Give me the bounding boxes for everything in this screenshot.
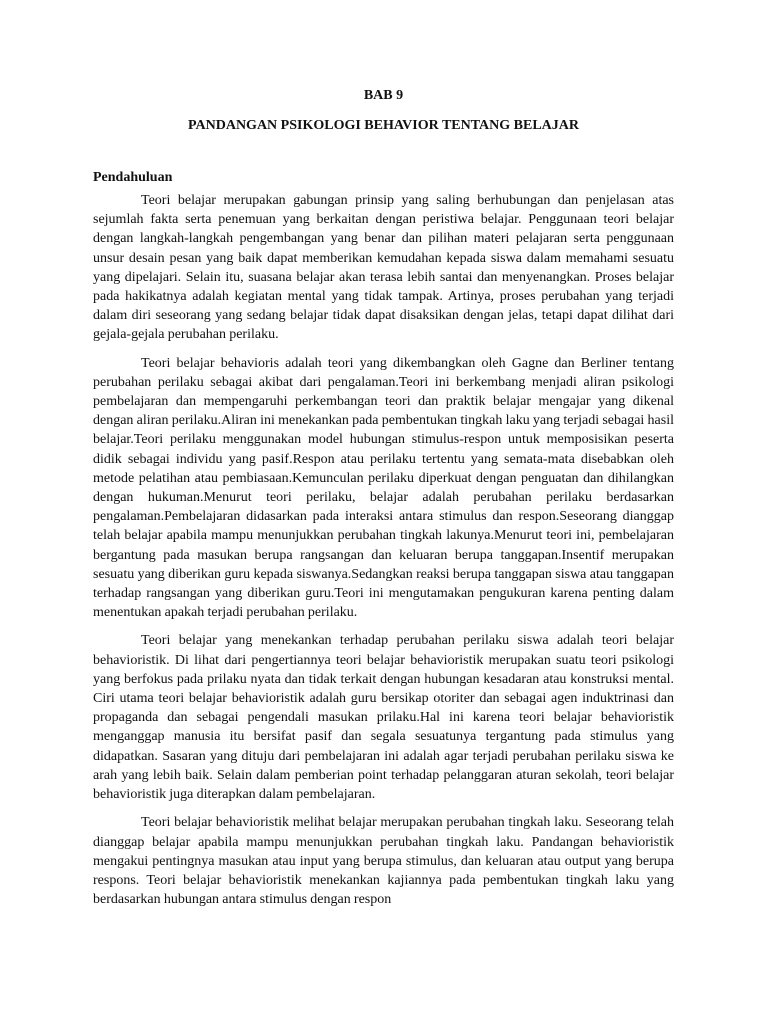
chapter-title: PANDANGAN PSIKOLOGI BEHAVIOR TENTANG BELAJAR — [187, 118, 580, 133]
section-heading: Pendahuluan — [93, 170, 173, 185]
paragraph: Teori belajar behavioristik melihat belajar merupakan perubahan tingkah laku. Seseorang telah dianggap belajar apabila mampu menunjukkan perubahan tingkah laku. Pandangan behavioristik mengakui pentingnya masukan atau input yang berupa stimulus, dan keluaran atau output yang berupa respons. Teori belajar behavioristik menekankan kajiannya pada pembentukan tingkah laku yang berdasarkan hubungan antara stimulus dengan respon — [93, 815, 674, 908]
paragraph: Teori belajar yang menekankan terhadap perubahan perilaku siswa adalah teori belajar behavioristik. Di lihat dari pengertiannya teori belajar behavioristik merupakan suatu teori psikologi yang berfokus pada prilaku nyata dan tidak terkait dengan hubungan kesadaran atau konstruksi mental. Ciri utama teori belajar behavioristik adalah guru bersikap otoriter dan sebagai agen induktrinasi dan propaganda dan sebagai pengendali masukan prilaku.Hal ini karena teori belajar behavioristik menganggap manusia itu bersifat pasif dan segala sesuatunya tergantung pada stimulus yang didapatkan. Sasaran yang dituju dari pembelajaran ini adalah agar terjadi perubahan perilaku siswa ke arah yang lebih baik. Selain dalam pemberian point terhadap pelanggaran aturan sekolah, teori belajar behavioristik juga diterapkan dalam pembelajaran. — [93, 633, 674, 803]
paragraph: Teori belajar merupakan gabungan prinsip yang saling berhubungan dan penjelasan atas sejumlah fakta serta penemuan yang berkaitan dengan peristiwa belajar. Penggunaan teori belajar dengan langkah-langkah pengembangan yang benar dan pilihan materi pelajaran serta penggunaan unsur desain pesan yang baik dapat memberikan kemudahan kepada siswa dalam memahami sesuatu yang dipelajari. Selain itu, suasana belajar akan terasa lebih santai dan menyenangkan. Proses belajar pada hakikatnya adalah kegiatan mental yang tidak tampak. Artinya, proses perubahan yang terjadi dalam diri seseorang yang sedang belajar tidak dapat disaksikan dengan jelas, tetapi dapat dilihat dari gejala-gejala perubahan perilaku. — [93, 193, 674, 343]
paragraph: Teori belajar behavioris adalah teori yang dikembangkan oleh Gagne dan Berliner tentang perubahan perilaku sebagai akibat dari pengalaman.Teori ini berkembang menjadi aliran psikologi pembelajaran dan mempengaruhi perkembangan teori dan praktik belajar mengajar yang dikenal dengan aliran perilaku.Aliran ini menekankan pada pembentukan tingkah laku yang terjadi sebagai hasil belajar.Teori perilaku menggunakan model hubungan stimulus-respon untuk memposisikan peserta didik sebagai individu yang pasif.Respon atau perilaku tertentu yang semata-mata disebabkan oleh metode pelatihan atau pembiasaan.Kemunculan perilaku diperkuat dengan penguatan dan dihilangkan dengan hukuman.Menurut teori perilaku, belajar adalah perubahan perilaku berdasarkan pengalaman.Pembelajaran didasarkan pada interaksi antara stimulus dan respon.Seseorang dianggap telah belajar apabila mampu menunjukkan perubahan tingkah lakunya.Menurut teori ini, pembelajaran bergantung pada masukan berupa rangsangan dan keluaran berupa tanggapan.Insentif merupakan sesuatu yang diberikan guru kepada siswanya.Sedangkan reaksi berupa tanggapan siswa atau tanggapan terhadap rangsangan yang diberikan guru.Teori ini mengutamakan pengukuran karena penting dalam menentukan apakah terjadi perubahan perilaku. — [93, 355, 674, 621]
chapter-number: BAB 9 — [363, 88, 404, 103]
page-content — [93, 86, 674, 909]
